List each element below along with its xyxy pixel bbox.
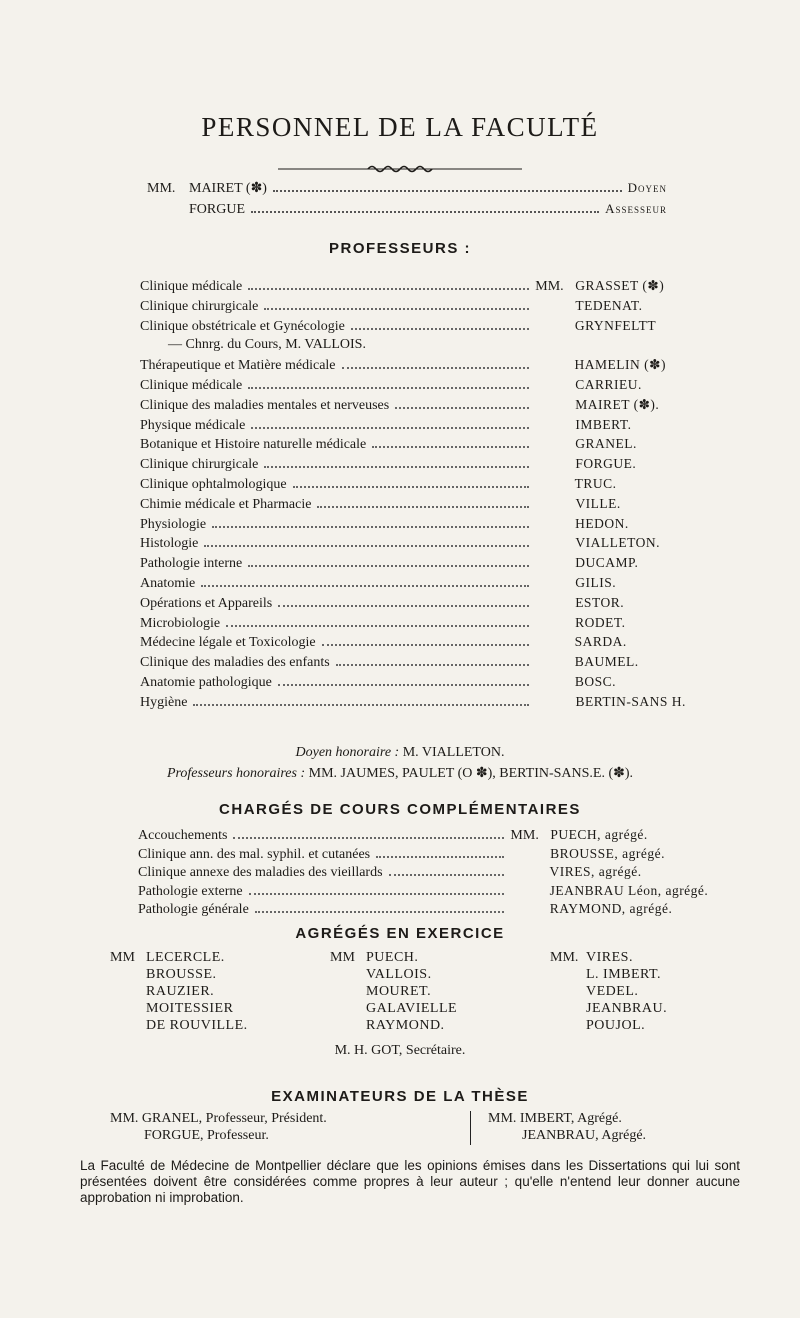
dot-leader xyxy=(273,190,622,192)
dot-leader xyxy=(248,288,529,290)
agrege-name: MOURET. xyxy=(366,984,432,999)
agreges-mm: MM xyxy=(330,950,355,965)
examiner-line: MM. IMBERT, Agrégé. xyxy=(488,1111,622,1126)
professor-subject: Clinique chirurgicale xyxy=(140,457,259,473)
examiner-line: FORGUE, Professeur. xyxy=(144,1128,269,1143)
dot-leader xyxy=(264,466,529,468)
professor-name: TEDENAT. xyxy=(575,297,643,313)
dot-leader xyxy=(251,427,529,429)
professor-subject: Physique médicale xyxy=(140,417,246,433)
professor-row xyxy=(140,516,760,536)
dot-leader xyxy=(249,893,504,895)
professor-name: GILIS. xyxy=(575,574,617,590)
agrege-name: RAUZIER. xyxy=(146,984,215,999)
professor-name: HEDON. xyxy=(575,515,629,531)
dot-leader xyxy=(351,328,529,330)
professor-row xyxy=(140,615,760,635)
charge-name: PUECH, agrégé. xyxy=(550,827,648,842)
dot-leader xyxy=(255,911,504,913)
examiners-left xyxy=(110,1111,327,1145)
professor-name: HAMELIN (✽) xyxy=(574,357,666,373)
honorary-dean-label: Doyen honoraire : xyxy=(295,745,400,760)
professor-row xyxy=(140,397,760,417)
agrege-name: POUJOL. xyxy=(586,1018,646,1033)
agrege-name: PUECH. xyxy=(366,950,419,965)
professor-row xyxy=(140,278,760,298)
professor-subject: Thérapeutique et Matière médicale xyxy=(140,358,336,374)
professor-row xyxy=(140,575,760,595)
professor-name: DUCAMP. xyxy=(575,555,639,571)
professor-subject: Pathologie interne xyxy=(140,556,243,572)
dot-leader xyxy=(251,211,599,213)
charge-row xyxy=(138,864,778,883)
professor-subject: Clinique des maladies des enfants xyxy=(140,655,330,671)
dean-name: MAIRET (✽) xyxy=(189,181,267,196)
agrege-name: JEANBRAU. xyxy=(586,1001,668,1016)
charge-name: RAYMOND, agrégé. xyxy=(549,901,673,916)
professor-name: BERTIN-SANS H. xyxy=(575,693,686,709)
professor-name: VIALLETON. xyxy=(575,535,660,551)
professor-row xyxy=(140,337,760,357)
dean-prefix: MM. xyxy=(147,181,176,196)
dot-leader xyxy=(193,704,529,706)
assessor-name: FORGUE xyxy=(189,202,246,217)
agrege-name: RAYMOND. xyxy=(366,1018,445,1033)
charge-subject: Pathologie générale xyxy=(138,902,249,917)
professor-row xyxy=(140,694,760,714)
professor-subject: Anatomie xyxy=(140,575,196,591)
secretary-line: M. H. GOT, Secrétaire. xyxy=(334,1043,466,1058)
professor-row xyxy=(140,476,760,496)
honorary-dean-name: M. VIALLETON. xyxy=(402,745,505,760)
agreges-mm: MM xyxy=(110,950,135,965)
dot-leader xyxy=(248,387,529,389)
professor-name: GRASSET (✽) xyxy=(575,278,665,293)
professor-row xyxy=(140,496,760,516)
professors-list xyxy=(140,278,760,714)
agreges-mm: MM. xyxy=(550,950,579,965)
dot-leader xyxy=(376,856,504,858)
dean-row xyxy=(147,180,667,201)
professor-subject: Clinique ophtalmologique xyxy=(140,476,287,492)
professor-name: ESTOR. xyxy=(575,594,625,610)
dot-leader xyxy=(372,446,529,448)
agrege-name: MOITESSIER xyxy=(146,1001,234,1016)
dot-leader xyxy=(317,506,529,508)
professor-mm: MM. xyxy=(535,279,564,294)
charge-row xyxy=(138,846,778,865)
agrege-name: L. IMBERT. xyxy=(586,967,662,982)
dot-leader xyxy=(389,874,504,876)
professor-subject: Clinique médicale xyxy=(140,377,243,393)
professor-subject: Hygiène xyxy=(140,694,188,710)
dean-role: Doyen xyxy=(627,180,667,195)
honorary-profs-names: MM. JAUMES, PAULET (O ✽), BERTIN-SANS.E. (✽). xyxy=(308,766,634,781)
honorary-profs-label: Professeurs honoraires : xyxy=(166,766,306,781)
dot-leader xyxy=(336,664,529,666)
professor-subject: — Chnrg. du Cours, M. VALLOIS. xyxy=(168,337,366,353)
dean-block xyxy=(147,180,667,222)
dot-leader xyxy=(395,407,529,409)
professor-subject: Botanique et Histoire naturelle médicale xyxy=(140,437,367,453)
professor-row xyxy=(140,318,760,338)
professor-name: BOSC. xyxy=(574,673,616,689)
professor-subject: Clinique chirurgicale xyxy=(140,298,259,314)
professor-row xyxy=(140,595,760,615)
dot-leader xyxy=(278,684,529,686)
professor-subject: Opérations et Appareils xyxy=(140,595,273,611)
agrege-name: LECERCLE. xyxy=(146,950,225,965)
professor-name: TRUC. xyxy=(574,475,617,491)
professor-subject: Physiologie xyxy=(140,516,207,532)
charge-name: JEANBRAU Léon, agrégé. xyxy=(549,882,709,898)
professor-subject: Chimie médicale et Pharmacie xyxy=(140,496,312,512)
professor-name: SARDA. xyxy=(574,634,627,650)
agreges-heading: AGRÉGÉS EN EXERCICE xyxy=(295,925,505,942)
charge-name: BROUSSE, agrégé. xyxy=(550,845,665,861)
charge-subject: Pathologie externe xyxy=(138,883,243,899)
professor-row xyxy=(140,298,760,318)
professor-subject: Microbiologie xyxy=(140,615,221,631)
charge-subject: Clinique annexe des maladies des vieillards xyxy=(138,865,383,880)
examiner-line: MM. GRANEL, Professeur, Président. xyxy=(110,1111,327,1126)
professor-row xyxy=(140,634,760,654)
honorary-professors xyxy=(0,765,800,782)
professor-name: CARRIEU. xyxy=(575,376,642,392)
agrege-name: VALLOIS. xyxy=(366,967,432,982)
professor-subject: Médecine légale et Toxicologie xyxy=(140,635,316,651)
dot-leader xyxy=(204,545,529,547)
dot-leader xyxy=(233,837,504,839)
examiner-line: JEANBRAU, Agrégé. xyxy=(522,1128,647,1143)
professor-row xyxy=(140,674,760,694)
agrege-name: GALAVIELLE xyxy=(366,1001,458,1016)
charge-row xyxy=(138,883,778,902)
dot-leader xyxy=(226,625,529,627)
charge-name: VIRES, agrégé. xyxy=(549,864,642,879)
professor-row xyxy=(140,377,760,397)
dot-leader xyxy=(278,605,529,607)
ornament-rule xyxy=(278,161,522,177)
professor-row xyxy=(140,357,760,377)
agrege-name: DE ROUVILLE. xyxy=(146,1018,248,1033)
dot-leader xyxy=(322,644,529,646)
professor-subject: Histologie xyxy=(140,536,199,552)
charge-mm: MM. xyxy=(510,828,539,843)
professor-name: MAIRET (✽). xyxy=(575,396,660,412)
charge-row xyxy=(138,901,778,920)
dot-leader xyxy=(264,308,529,310)
charge-row xyxy=(138,827,778,846)
professor-name: VILLE. xyxy=(575,495,621,511)
professor-subject: Clinique médicale xyxy=(140,279,243,294)
assessor-role: Assesseur xyxy=(605,201,667,216)
charge-subject: Accouchements xyxy=(138,828,228,843)
agrege-name: BROUSSE. xyxy=(146,967,217,982)
dot-leader xyxy=(293,486,529,488)
professor-row xyxy=(140,535,760,555)
charge-subject: Clinique ann. des mal. syphil. et cutanées xyxy=(138,846,371,862)
professor-subject: Anatomie pathologique xyxy=(140,674,272,690)
examiners-right xyxy=(488,1111,646,1145)
professor-row xyxy=(140,654,760,674)
agrege-name: VIRES. xyxy=(586,950,633,965)
professor-name: BAUMEL. xyxy=(574,654,639,670)
faculty-notice: La Faculté de Médecine de Montpellier déclare que les opinions émises dans les Dissertations qui lui sont présentées doivent être considérées comme propres à leur auteur ; qu'elle n'entend leur donner aucune approbation ni improbation. xyxy=(80,1158,740,1205)
professor-name: GRYNFELTT xyxy=(574,317,657,333)
professor-subject: Clinique obstétricale et Gynécologie xyxy=(140,318,345,334)
dot-leader xyxy=(248,565,529,567)
charges-list xyxy=(138,827,778,920)
examiners-divider xyxy=(470,1111,471,1145)
dot-leader xyxy=(212,526,529,528)
page-title: PERSONNEL DE LA FACULTÉ xyxy=(201,112,599,142)
professor-subject: Clinique des maladies mentales et nerveuses xyxy=(140,397,390,413)
professor-row xyxy=(140,555,760,575)
professor-name: RODET. xyxy=(575,614,626,630)
charges-heading: CHARGÉS DE COURS COMPLÉMENTAIRES xyxy=(219,801,581,818)
agrege-name: VEDEL. xyxy=(586,984,639,999)
professor-name: IMBERT. xyxy=(575,416,632,432)
professor-name: GRANEL. xyxy=(575,436,637,452)
professor-name: FORGUE. xyxy=(575,456,637,472)
professor-row xyxy=(140,456,760,476)
professors-heading: PROFESSEURS : xyxy=(328,240,472,257)
dot-leader xyxy=(342,367,529,369)
examiners-heading: EXAMINATEURS DE LA THÈSE xyxy=(271,1088,529,1105)
dot-leader xyxy=(201,585,529,587)
honorary-dean xyxy=(0,745,800,761)
assessor-row xyxy=(147,201,667,222)
professor-row xyxy=(140,417,760,437)
professor-row xyxy=(140,436,760,456)
